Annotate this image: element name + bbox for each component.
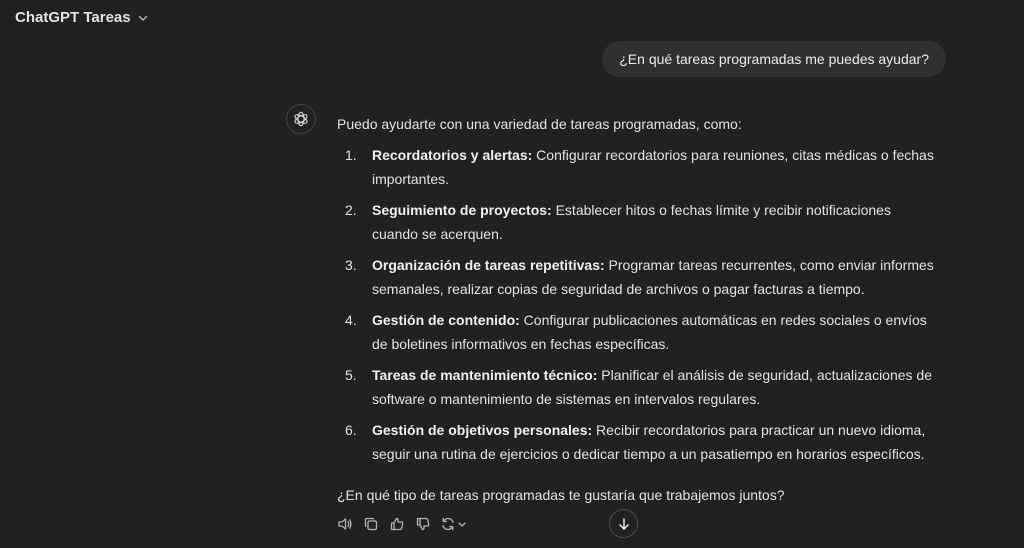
- model-selector[interactable]: [15, 9, 149, 26]
- scroll-down-button[interactable]: [609, 509, 638, 538]
- user-message: ¿En qué tareas programadas me puedes ayudar?: [602, 41, 946, 77]
- item-title: Seguimiento de proyectos:: [372, 202, 552, 218]
- item-description: Planificar el análisis de seguridad, actualizaciones de software o mantenimiento de sistemas en intervalos regulares.: [372, 367, 932, 407]
- thumbs-up-icon[interactable]: [388, 515, 406, 533]
- regenerate-icon[interactable]: [440, 515, 470, 533]
- answer-intro: Puedo ayudarte con una variedad de tareas programadas, como:: [337, 116, 742, 132]
- list-number: 4.: [345, 312, 357, 328]
- model-title: ChatGPT Tareas: [15, 9, 131, 26]
- list-number: 6.: [345, 422, 357, 438]
- item-description: Configurar publicaciones automáticas en redes sociales o envíos de boletines informativos en fechas específicas.: [372, 312, 927, 352]
- item-title: Recordatorios y alertas:: [372, 147, 533, 163]
- item-description: Establecer hitos o fechas límite y recibir notificaciones cuando se acerquen.: [372, 202, 891, 242]
- list-number: 3.: [345, 257, 357, 273]
- answer-closing: ¿En qué tipo de tareas programadas te gustaría que trabajemos juntos?: [337, 487, 785, 503]
- item-title: Gestión de contenido:: [372, 312, 520, 328]
- list-item: [337, 418, 937, 466]
- list-number: 1.: [345, 147, 357, 163]
- list-number: 2.: [345, 202, 357, 218]
- list-number: 5.: [345, 367, 357, 383]
- list-item: [337, 253, 937, 301]
- item-description: Recibir recordatorios para practicar un nuevo idioma, seguir una rutina de ejercicios o dedicar tiempo a un pasatiempo en horarios específicos.: [372, 422, 926, 462]
- assistant-message: [337, 112, 937, 507]
- list-item: [337, 143, 937, 191]
- item-description: Configurar recordatorios para reuniones, citas médicas o fechas importantes.: [372, 147, 934, 187]
- item-description: Programar tareas recurrentes, como enviar informes semanales, realizar copias de seguridad de archivos o pagar facturas a tiempo.: [372, 257, 934, 297]
- task-list: [337, 143, 937, 466]
- item-title: Organización de tareas repetitivas:: [372, 257, 605, 273]
- arrow-down-icon: [617, 517, 631, 531]
- item-title: Tareas de mantenimiento técnico:: [372, 367, 598, 383]
- chatgpt-logo-icon: [286, 104, 316, 134]
- copy-icon[interactable]: [362, 515, 380, 533]
- thumbs-down-icon[interactable]: [414, 515, 432, 533]
- list-item: [337, 308, 937, 356]
- list-item: [337, 198, 937, 246]
- message-actions: [336, 515, 470, 533]
- list-item: [337, 363, 937, 411]
- item-title: Gestión de objetivos personales:: [372, 422, 593, 438]
- speaker-icon[interactable]: [336, 515, 354, 533]
- chevron-down-icon: [137, 12, 149, 24]
